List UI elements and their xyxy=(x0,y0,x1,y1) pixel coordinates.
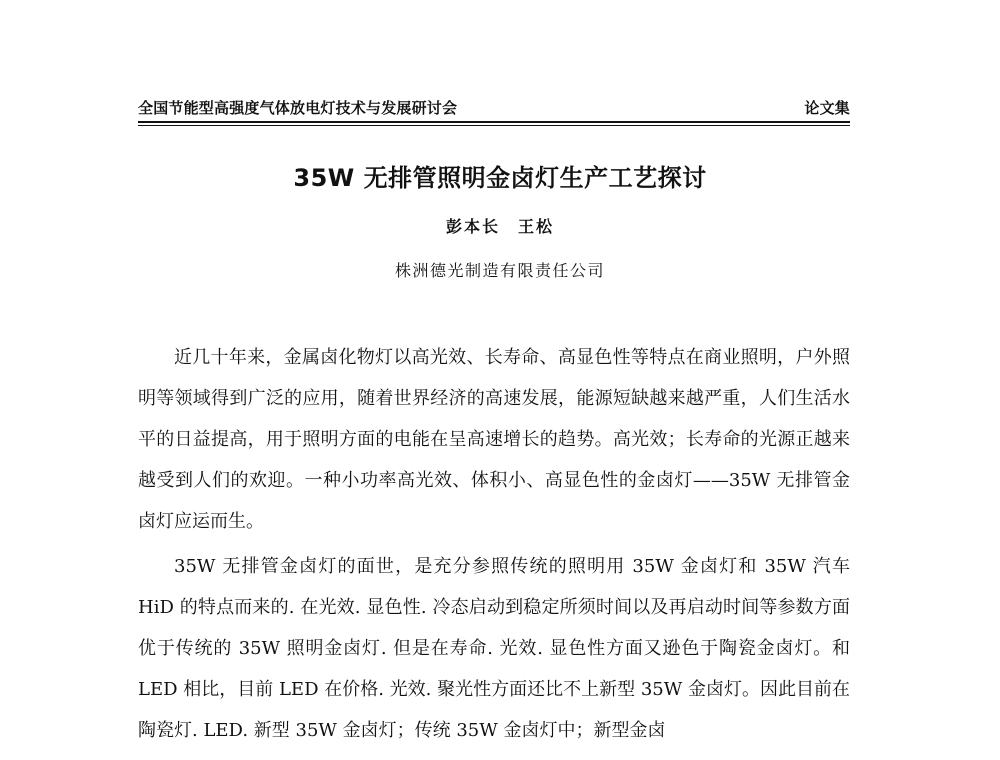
body-text xyxy=(138,337,850,755)
collection-label: 论文集 xyxy=(804,99,850,117)
paragraph-2: 35W 无排管金卤灯的面世，是充分参照传统的照明用 35W 金卤灯和 35W 汽车 HiD 的特点而来的. 在光效. 显色性. 冷态启动到稳定所须时间以及再启动时间等参数方面优于传统的 35W 照明金卤灯. 但是在寿命. 光效. 显色性方面又逊色于陶瓷金卤灯。和 LED 相比，目前 LED 在价格. 光效. 聚光性方面还比不上新型 35W 金卤灯。因此目前在陶瓷灯. LED. 新型 35W 金卤灯；传统 35W 金卤灯中；新型金卤 xyxy=(138,556,850,741)
header-rule xyxy=(138,121,850,126)
paper-title: 35W 无排管照明金卤灯生产工艺探讨 xyxy=(293,164,707,192)
conference-name: 全国节能型高强度气体放电灯技术与发展研讨会 xyxy=(138,99,458,117)
paper-affiliation: 株洲德光制造有限责任公司 xyxy=(394,261,605,280)
running-header xyxy=(138,96,850,118)
paragraph-1: 近几十年来，金属卤化物灯以高光效、长寿命、高显色性等特点在商业照明，户外照明等领域得到广泛的应用，随着世界经济的高速发展，能源短缺越来越严重，人们生活水平的日益提高，用于照明方面的电能在呈高速增长的趋势。高光效；长寿命的光源正越来越受到人们的欢迎。一种小功率高光效、体积小、高显色性的金卤灯——35W 无排管金卤灯应运而生。 xyxy=(138,347,850,532)
paper-authors: 彭本长 王松 xyxy=(445,217,554,236)
